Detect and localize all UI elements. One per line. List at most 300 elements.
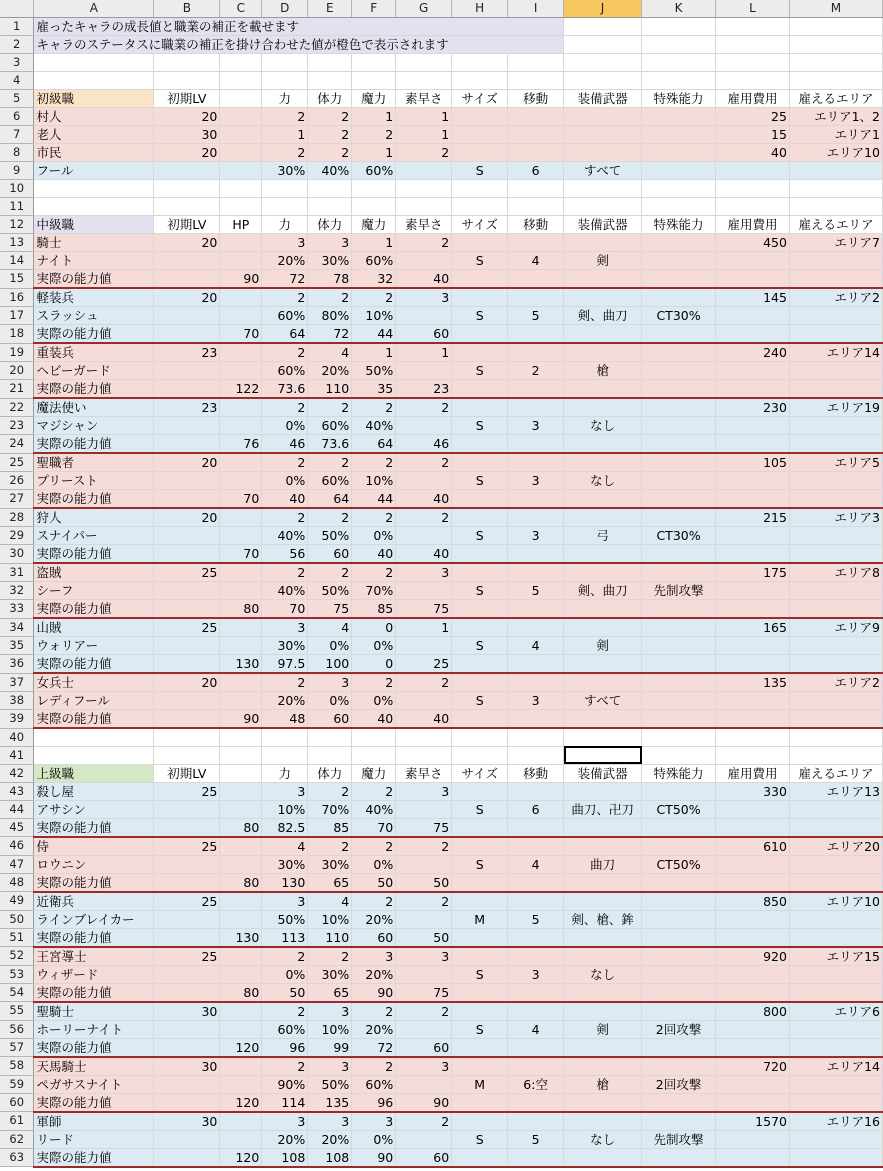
row-header[interactable]: 9 [0,162,34,180]
cell[interactable] [452,490,508,509]
cell[interactable] [452,710,508,729]
cell[interactable] [154,490,220,509]
cell[interactable] [564,618,642,637]
cell[interactable]: 1 [396,618,452,637]
cell[interactable]: エリア1、2 [789,108,882,126]
column-label[interactable]: 魔力 [352,90,396,108]
cell[interactable]: 2 [308,508,352,527]
cell[interactable]: 90 [396,1093,452,1112]
cell[interactable] [789,1038,882,1057]
cell[interactable] [789,746,882,764]
column-label[interactable]: 体力 [308,90,352,108]
cell[interactable]: 3 [508,472,564,490]
cell[interactable] [508,837,564,856]
cell[interactable]: 80% [308,307,352,325]
cell[interactable]: エリア14 [789,1057,882,1076]
cell[interactable]: すべて [564,692,642,710]
cell[interactable] [508,490,564,509]
row-header[interactable]: 15 [0,270,34,289]
cell[interactable] [564,728,642,746]
cell[interactable]: 0% [262,472,308,490]
cell[interactable]: 10% [308,1020,352,1038]
cell[interactable] [642,983,716,1002]
cell[interactable]: 2 [352,508,396,527]
cell[interactable] [452,144,508,162]
cell[interactable]: 2 [262,398,308,417]
cell[interactable] [789,380,882,399]
cell[interactable] [396,472,452,490]
section-title[interactable]: 中級職 [34,216,154,234]
cell[interactable] [642,144,716,162]
cell[interactable] [220,837,262,856]
cell[interactable]: 1 [396,108,452,126]
cell[interactable] [642,1093,716,1112]
cell[interactable]: 2 [262,1002,308,1021]
cell[interactable]: 20% [352,1020,396,1038]
cell[interactable]: 80 [220,818,262,837]
row-header[interactable]: 60 [0,1093,34,1112]
cell[interactable]: 75 [396,818,452,837]
cell[interactable]: 30% [262,855,308,873]
cell[interactable] [452,325,508,344]
job-name-cell[interactable]: 実際の能力値 [34,1093,154,1112]
cell[interactable]: 40 [396,710,452,729]
job-name-cell[interactable]: 実際の能力値 [34,545,154,564]
cell[interactable] [34,54,154,72]
cell[interactable] [220,527,262,545]
cell[interactable]: 4 [308,892,352,911]
cell[interactable] [396,965,452,983]
column-header-m[interactable]: M [789,0,882,18]
cell[interactable]: 20 [154,144,220,162]
column-label[interactable]: 魔力 [352,216,396,234]
cell[interactable] [564,655,642,674]
cell[interactable] [220,1057,262,1076]
cell[interactable] [154,873,220,892]
cell[interactable]: 40% [262,582,308,600]
cell[interactable]: 2回攻撃 [642,1075,716,1093]
cell[interactable]: 4 [308,618,352,637]
cell[interactable]: 610 [716,837,790,856]
row-header[interactable]: 40 [0,728,34,746]
cell[interactable] [396,728,452,746]
cell[interactable]: 3 [396,782,452,800]
cell[interactable]: 3 [262,1112,308,1131]
row-header[interactable]: 56 [0,1020,34,1038]
cell[interactable] [452,180,508,198]
cell[interactable] [452,728,508,746]
cell[interactable]: 72 [308,325,352,344]
cell[interactable] [789,1020,882,1038]
cell[interactable] [452,892,508,911]
cell[interactable] [642,234,716,252]
row-header[interactable]: 55 [0,1002,34,1021]
cell[interactable]: 3 [262,234,308,252]
cell[interactable]: 82.5 [262,818,308,837]
cell[interactable]: 1 [352,343,396,362]
active-cell[interactable] [564,746,642,764]
row-header[interactable]: 47 [0,855,34,873]
job-name-cell[interactable]: 実際の能力値 [34,380,154,399]
cell[interactable]: S [452,1130,508,1148]
cell[interactable]: 120 [220,1148,262,1167]
column-label[interactable]: サイズ [452,90,508,108]
row-header[interactable]: 37 [0,673,34,692]
cell[interactable] [789,728,882,746]
row-header[interactable]: 62 [0,1130,34,1148]
cell[interactable]: 30 [154,1002,220,1021]
cell[interactable] [716,472,790,490]
cell[interactable] [508,728,564,746]
job-name-cell[interactable]: 軍師 [34,1112,154,1131]
row-header[interactable]: 30 [0,545,34,564]
cell[interactable]: 75 [396,983,452,1002]
cell[interactable] [262,746,308,764]
job-name-cell[interactable]: 実際の能力値 [34,928,154,947]
cell[interactable]: 20 [154,673,220,692]
cell[interactable]: CT50% [642,800,716,818]
cell[interactable]: 40 [262,490,308,509]
column-header-d[interactable]: D [262,0,308,18]
cell[interactable] [789,800,882,818]
cell[interactable]: 30% [262,637,308,655]
cell[interactable] [564,234,642,252]
cell[interactable]: 2 [396,892,452,911]
cell[interactable] [789,818,882,837]
cell[interactable]: 2 [262,343,308,362]
cell[interactable]: 120 [220,1093,262,1112]
job-name-cell[interactable]: 実際の能力値 [34,270,154,289]
row-header[interactable]: 25 [0,453,34,472]
column-label[interactable]: 力 [262,216,308,234]
cell[interactable] [642,270,716,289]
cell[interactable]: 2 [352,398,396,417]
cell[interactable] [508,673,564,692]
cell[interactable]: 64 [352,435,396,454]
cell[interactable]: S [452,417,508,435]
cell[interactable] [508,180,564,198]
row-header[interactable]: 34 [0,618,34,637]
column-label[interactable]: 雇用費用 [716,764,790,782]
cell[interactable] [642,746,716,764]
cell[interactable] [262,72,308,90]
cell[interactable] [789,1130,882,1148]
cell[interactable] [642,1112,716,1131]
cell[interactable] [564,1057,642,1076]
column-label[interactable]: 素早さ [396,216,452,234]
cell[interactable]: エリア10 [789,144,882,162]
cell[interactable] [508,600,564,619]
cell[interactable] [564,343,642,362]
cell[interactable]: エリア6 [789,1002,882,1021]
cell[interactable] [154,380,220,399]
cell[interactable]: 40 [396,490,452,509]
cell[interactable] [220,472,262,490]
cell[interactable] [220,582,262,600]
cell[interactable] [220,746,262,764]
job-name-cell[interactable]: ホーリーナイト [34,1020,154,1038]
cell[interactable]: 2 [262,563,308,582]
cell[interactable] [396,362,452,380]
cell[interactable]: なし [564,1130,642,1148]
cell[interactable]: 720 [716,1057,790,1076]
cell[interactable]: 2 [352,782,396,800]
cell[interactable]: 99 [308,1038,352,1057]
cell[interactable]: 2 [396,1002,452,1021]
cell[interactable] [452,1112,508,1131]
column-label[interactable]: 装備武器 [564,216,642,234]
job-name-cell[interactable]: ウォリアー [34,637,154,655]
cell[interactable]: 920 [716,947,790,966]
column-label[interactable]: 移動 [508,764,564,782]
row-header[interactable]: 11 [0,198,34,216]
cell[interactable] [352,198,396,216]
cell[interactable] [508,818,564,837]
cell[interactable]: 175 [716,563,790,582]
cell[interactable] [452,343,508,362]
cell[interactable] [716,180,790,198]
column-label[interactable]: 体力 [308,764,352,782]
job-name-cell[interactable]: 魔法使い [34,398,154,417]
row-header[interactable]: 14 [0,252,34,270]
cell[interactable]: 25 [154,947,220,966]
cell[interactable] [154,983,220,1002]
cell[interactable]: 30 [154,126,220,144]
cell[interactable]: S [452,800,508,818]
cell[interactable] [642,325,716,344]
job-name-cell[interactable]: 実際の能力値 [34,435,154,454]
cell[interactable] [642,252,716,270]
cell[interactable] [262,54,308,72]
cell[interactable] [564,18,642,36]
cell[interactable]: 25 [154,892,220,911]
cell[interactable]: 2 [308,837,352,856]
cell[interactable]: 80 [220,600,262,619]
column-label[interactable]: 力 [262,764,308,782]
cell[interactable] [396,692,452,710]
cell[interactable]: 165 [716,618,790,637]
cell[interactable]: 108 [262,1148,308,1167]
cell[interactable]: 先制攻撃 [642,1130,716,1148]
cell[interactable] [308,72,352,90]
cell[interactable]: 30% [308,965,352,983]
cell[interactable]: 先制攻撃 [642,582,716,600]
cell[interactable]: S [452,582,508,600]
cell[interactable]: 25 [716,108,790,126]
cell[interactable] [716,72,790,90]
cell[interactable]: 2 [396,837,452,856]
cell[interactable] [154,1093,220,1112]
cell[interactable] [564,108,642,126]
cell[interactable]: 2 [352,563,396,582]
cell[interactable] [452,618,508,637]
cell[interactable] [452,1148,508,1167]
cell[interactable]: 2 [262,508,308,527]
cell[interactable] [564,873,642,892]
cell[interactable]: 72 [262,270,308,289]
cell[interactable] [642,692,716,710]
row-header[interactable]: 22 [0,398,34,417]
cell[interactable] [452,563,508,582]
cell[interactable] [642,453,716,472]
cell[interactable] [564,1093,642,1112]
cell[interactable] [452,782,508,800]
cell[interactable]: 3 [508,692,564,710]
column-label[interactable]: 特殊能力 [642,216,716,234]
cell[interactable]: 60% [262,362,308,380]
cell[interactable] [789,325,882,344]
cell[interactable] [789,873,882,892]
cell[interactable] [789,435,882,454]
cell[interactable]: 2 [262,453,308,472]
cell[interactable]: 20% [308,362,352,380]
cell[interactable] [716,910,790,928]
cell[interactable]: 50 [262,983,308,1002]
cell[interactable]: 2 [396,508,452,527]
cell[interactable] [220,673,262,692]
cell[interactable] [642,490,716,509]
cell[interactable] [220,563,262,582]
cell[interactable] [642,947,716,966]
cell[interactable] [716,1093,790,1112]
cell[interactable]: 剣 [564,1020,642,1038]
row-header[interactable]: 44 [0,800,34,818]
cell[interactable] [642,508,716,527]
cell[interactable]: 70% [308,800,352,818]
cell[interactable]: エリア14 [789,343,882,362]
job-name-cell[interactable]: 市民 [34,144,154,162]
cell[interactable] [642,673,716,692]
cell[interactable] [508,746,564,764]
cell[interactable]: 70 [262,600,308,619]
cell[interactable]: 6 [508,800,564,818]
cell[interactable] [716,490,790,509]
cell[interactable] [154,1130,220,1148]
job-name-cell[interactable]: 実際の能力値 [34,818,154,837]
cell[interactable] [642,162,716,180]
cell[interactable]: 2 [508,362,564,380]
cell[interactable]: 3 [352,947,396,966]
column-label[interactable] [220,764,262,782]
cell[interactable] [789,198,882,216]
cell[interactable] [789,710,882,729]
column-label[interactable]: 雇用費用 [716,216,790,234]
job-name-cell[interactable]: 聖騎士 [34,1002,154,1021]
cell[interactable] [220,800,262,818]
cell[interactable]: 3 [508,527,564,545]
cell[interactable] [642,1057,716,1076]
cell[interactable] [789,252,882,270]
cell[interactable] [789,162,882,180]
cell[interactable]: 70 [352,818,396,837]
column-label[interactable]: 雇えるエリア [789,216,882,234]
cell[interactable] [789,637,882,655]
cell[interactable] [452,72,508,90]
cell[interactable] [220,198,262,216]
cell[interactable] [508,1148,564,1167]
job-name-cell[interactable]: プリースト [34,472,154,490]
cell[interactable] [789,655,882,674]
cell[interactable] [564,270,642,289]
cell[interactable]: 2 [396,453,452,472]
cell[interactable]: 230 [716,398,790,417]
cell[interactable]: 20 [154,108,220,126]
cell[interactable] [154,252,220,270]
row-header[interactable]: 2 [0,36,34,54]
cell[interactable] [154,325,220,344]
cell[interactable] [716,362,790,380]
cell[interactable] [642,1148,716,1167]
cell[interactable]: 100 [308,655,352,674]
cell[interactable] [154,72,220,90]
cell[interactable] [154,710,220,729]
cell[interactable] [508,947,564,966]
cell[interactable]: 0 [352,618,396,637]
cell[interactable]: 20 [154,508,220,527]
cell[interactable]: 25 [396,655,452,674]
cell[interactable] [352,728,396,746]
job-name-cell[interactable]: 殺し屋 [34,782,154,800]
job-name-cell[interactable]: 実際の能力値 [34,600,154,619]
row-header[interactable]: 31 [0,563,34,582]
note-text[interactable]: キャラのステータスに職業の補正を掛け合わせた値が橙色で表示されます [34,36,564,54]
cell[interactable]: 10% [262,800,308,818]
cell[interactable] [220,234,262,252]
job-name-cell[interactable]: 騎士 [34,234,154,252]
cell[interactable]: 5 [508,1130,564,1148]
row-header[interactable]: 33 [0,600,34,619]
cell[interactable] [789,417,882,435]
row-header[interactable]: 35 [0,637,34,655]
cell[interactable] [154,728,220,746]
cell[interactable]: エリア3 [789,508,882,527]
cell[interactable] [564,36,642,54]
cell[interactable]: 2 [262,1057,308,1076]
cell[interactable]: 3 [508,417,564,435]
cell[interactable]: 60% [352,1075,396,1093]
cell[interactable] [716,1038,790,1057]
cell[interactable] [642,54,716,72]
cell[interactable]: エリア2 [789,673,882,692]
cell[interactable] [642,818,716,837]
cell[interactable] [564,54,642,72]
cell[interactable] [716,198,790,216]
row-header[interactable]: 7 [0,126,34,144]
cell[interactable]: 75 [308,600,352,619]
cell[interactable]: 2 [308,782,352,800]
cell[interactable] [642,343,716,362]
cell[interactable] [716,1148,790,1167]
cell[interactable]: 3 [508,965,564,983]
cell[interactable]: 96 [352,1093,396,1112]
cell[interactable] [452,1057,508,1076]
cell[interactable] [34,198,154,216]
cell[interactable] [452,1002,508,1021]
cell[interactable]: 剣 [564,637,642,655]
cell[interactable]: 135 [308,1093,352,1112]
cell[interactable] [452,380,508,399]
cell[interactable]: 60 [396,1148,452,1167]
cell[interactable]: 50% [262,910,308,928]
cell[interactable] [34,72,154,90]
cell[interactable] [154,198,220,216]
column-label[interactable] [220,90,262,108]
column-label[interactable]: 特殊能力 [642,90,716,108]
cell[interactable] [396,198,452,216]
cell[interactable]: 850 [716,892,790,911]
job-name-cell[interactable]: スラッシュ [34,307,154,325]
cell[interactable]: エリア15 [789,947,882,966]
